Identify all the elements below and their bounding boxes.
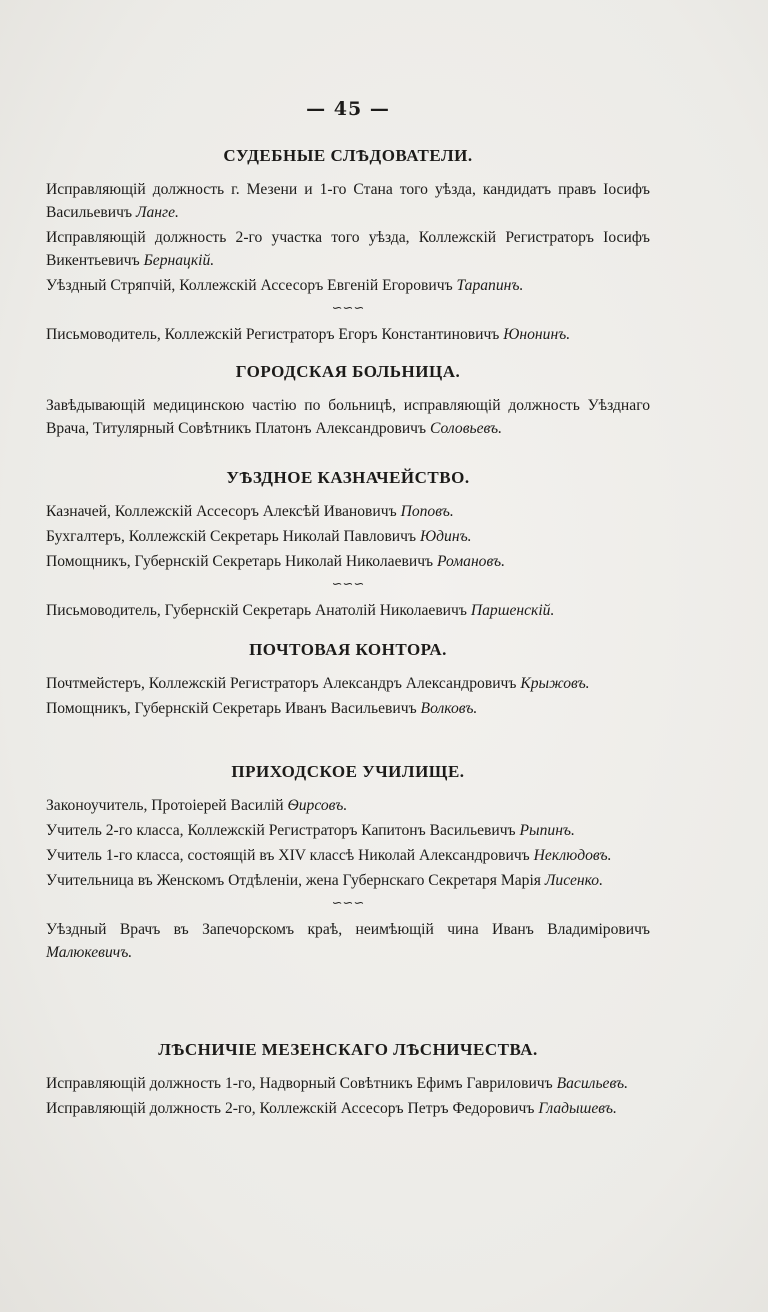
entry: Исправляющій должность 2-го участка того уѣзда, Коллежскій Регистраторъ Іосифъ Викентьевичъ Бернацкій. — [46, 229, 650, 269]
entry: Исправляющій должность 2-го, Коллежскій Ассесоръ Петръ Федоровичъ Гладышевъ. — [46, 1100, 617, 1117]
section-heading: ГОРОДСКАЯ БОЛЬНИЦА. — [235, 362, 461, 381]
ornament-divider: ∽∽∽ — [331, 301, 365, 316]
entry: Уѣздный Стряпчій, Коллежскій Ассесоръ Евгеній Егоровичъ Тарапинъ. — [46, 277, 524, 294]
section-forestry — [46, 1040, 650, 1122]
entry: Помощникъ, Губернскій Секретарь Николай Николаевичъ Романовъ. — [46, 553, 506, 570]
entry: Письмоводитель, Коллежскій Регистраторъ Егоръ Константиновичъ Юнонинъ. — [46, 326, 571, 343]
section-heading: СУДЕБНЫЕ СЛѢДОВАТЕЛИ. — [223, 146, 473, 165]
entry: Почтмейстеръ, Коллежскій Регистраторъ Александръ Александровичъ Крыжовъ. — [46, 675, 590, 692]
ornament-divider: ∽∽∽ — [331, 896, 365, 911]
section-heading: ПОЧТОВАЯ КОНТОРА. — [249, 640, 447, 659]
section-post — [46, 640, 650, 722]
entry: Казначей, Коллежскій Ассесоръ Алексѣй Ивановичъ Поповъ. — [46, 503, 454, 520]
section-hospital — [46, 362, 650, 442]
entry: Исправляющій должность 1-го, Надворный Совѣтникъ Ефимъ Гавриловичъ Васильевъ. — [46, 1075, 629, 1092]
section-court — [46, 146, 650, 348]
entry: Учитель 2-го класса, Коллежскій Регистраторъ Капитонъ Васильевичъ Рыпинъ. — [46, 822, 575, 839]
section-heading: ПРИХОДСКОЕ УЧИЛИЩЕ. — [231, 762, 465, 781]
entry: Уѣздный Врачъ въ Запечорскомъ краѣ, неимѣющій чина Иванъ Владиміровичъ Малюкевичъ. — [46, 921, 650, 961]
entry: Законоучитель, Протоіерей Василій Ѳирсовъ. — [46, 797, 348, 814]
entry: Учительница въ Женскомъ Отдѣленіи, жена Губернскаго Секретаря Марія Лисенко. — [46, 872, 604, 889]
entry: Исправляющій должность г. Мезени и 1-го Стана того уѣзда, кандидатъ правъ Іосифъ Васильевичъ Ланге. — [46, 181, 650, 221]
section-heading: УѢЗДНОЕ КАЗНАЧЕЙСТВО. — [226, 468, 470, 487]
entry: Учитель 1-го класса, состоящій въ XIV классѣ Николай Александровичъ Неклюдовъ. — [46, 847, 612, 864]
section-school — [46, 762, 650, 966]
entry: Завѣдывающій медицинскою частію по больницѣ, исправляющій должность Уѣзднаго Врача, Титулярный Совѣтникъ Платонъ Александровичъ Соловьевъ. — [46, 397, 650, 437]
entry: Бухгалтеръ, Коллежскій Секретарь Николай Павловичъ Юдинъ. — [46, 528, 472, 545]
section-heading: ЛѢСНИЧІЕ МЕЗЕНСКАГО ЛѢСНИЧЕСТВА. — [158, 1040, 538, 1059]
ornament-divider: ∽∽∽ — [331, 577, 365, 592]
page-number: — 45 — — [306, 98, 390, 120]
section-treasury — [46, 468, 650, 624]
entry: Помощникъ, Губернскій Секретарь Иванъ Васильевичъ Волковъ. — [46, 700, 478, 717]
entry: Письмоводитель, Губернскій Секретарь Анатолій Николаевичъ Паршенскій. — [46, 602, 555, 619]
